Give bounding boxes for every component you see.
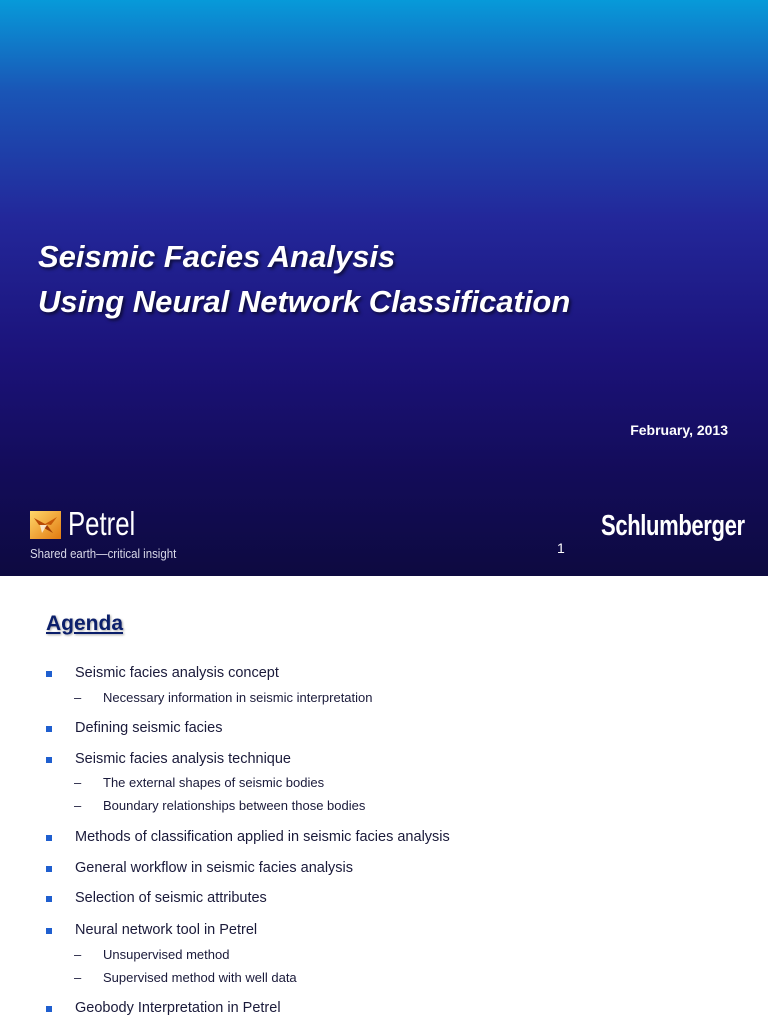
bullet-square-icon [46,1006,52,1012]
agenda-item-label: Seismic facies analysis concept [75,665,279,681]
bullet-square-icon [46,671,52,677]
title-line-2: Using Neural Network Classification [38,284,571,319]
agenda-title: Agenda [46,612,124,635]
presentation-date: February, 2013 [630,422,728,438]
petrel-wordmark: Petrel [68,505,136,542]
agenda-item-label: General workflow in seismic facies analysis [75,860,354,876]
schlumberger-logo: Schlumberger [601,510,745,542]
agenda-item-label: Methods of classification applied in seismic facies analysis [75,829,450,845]
agenda-item-label: Selection of seismic attributes [75,890,267,906]
agenda-subitem-label: Necessary information in seismic interpretation [103,690,373,705]
agenda-subitem-label: Boundary relationships between those bodies [103,798,366,813]
agenda-subitem-label: Unsupervised method [103,947,230,962]
dash-icon: – [74,775,82,790]
agenda-item-label: Defining seismic facies [75,720,223,736]
dash-icon: – [74,947,82,962]
bullet-square-icon [46,866,52,872]
petrel-logo-icon [30,511,61,539]
bullet-square-icon [46,726,52,732]
presentation-title [38,234,570,324]
bullet-square-icon [46,928,52,934]
agenda-slide [0,576,768,1024]
title-line-1: Seismic Facies Analysis [38,239,396,274]
agenda-item-label: Geobody Interpretation in Petrel [75,1000,281,1016]
dash-icon: – [74,970,82,985]
agenda-subitem-label: Supervised method with well data [103,970,297,985]
dash-icon: – [74,690,82,705]
agenda-item-label: Seismic facies analysis technique [75,751,291,767]
bullet-square-icon [46,835,52,841]
bullet-square-icon [46,896,52,902]
bullet-square-icon [46,757,52,763]
slide-number: 1 [557,540,565,556]
dash-icon: – [74,798,82,813]
agenda-item-label: Neural network tool in Petrel [75,922,258,938]
petrel-tagline: Shared earth—critical insight [30,546,177,561]
agenda-subitem-label: The external shapes of seismic bodies [103,775,325,790]
